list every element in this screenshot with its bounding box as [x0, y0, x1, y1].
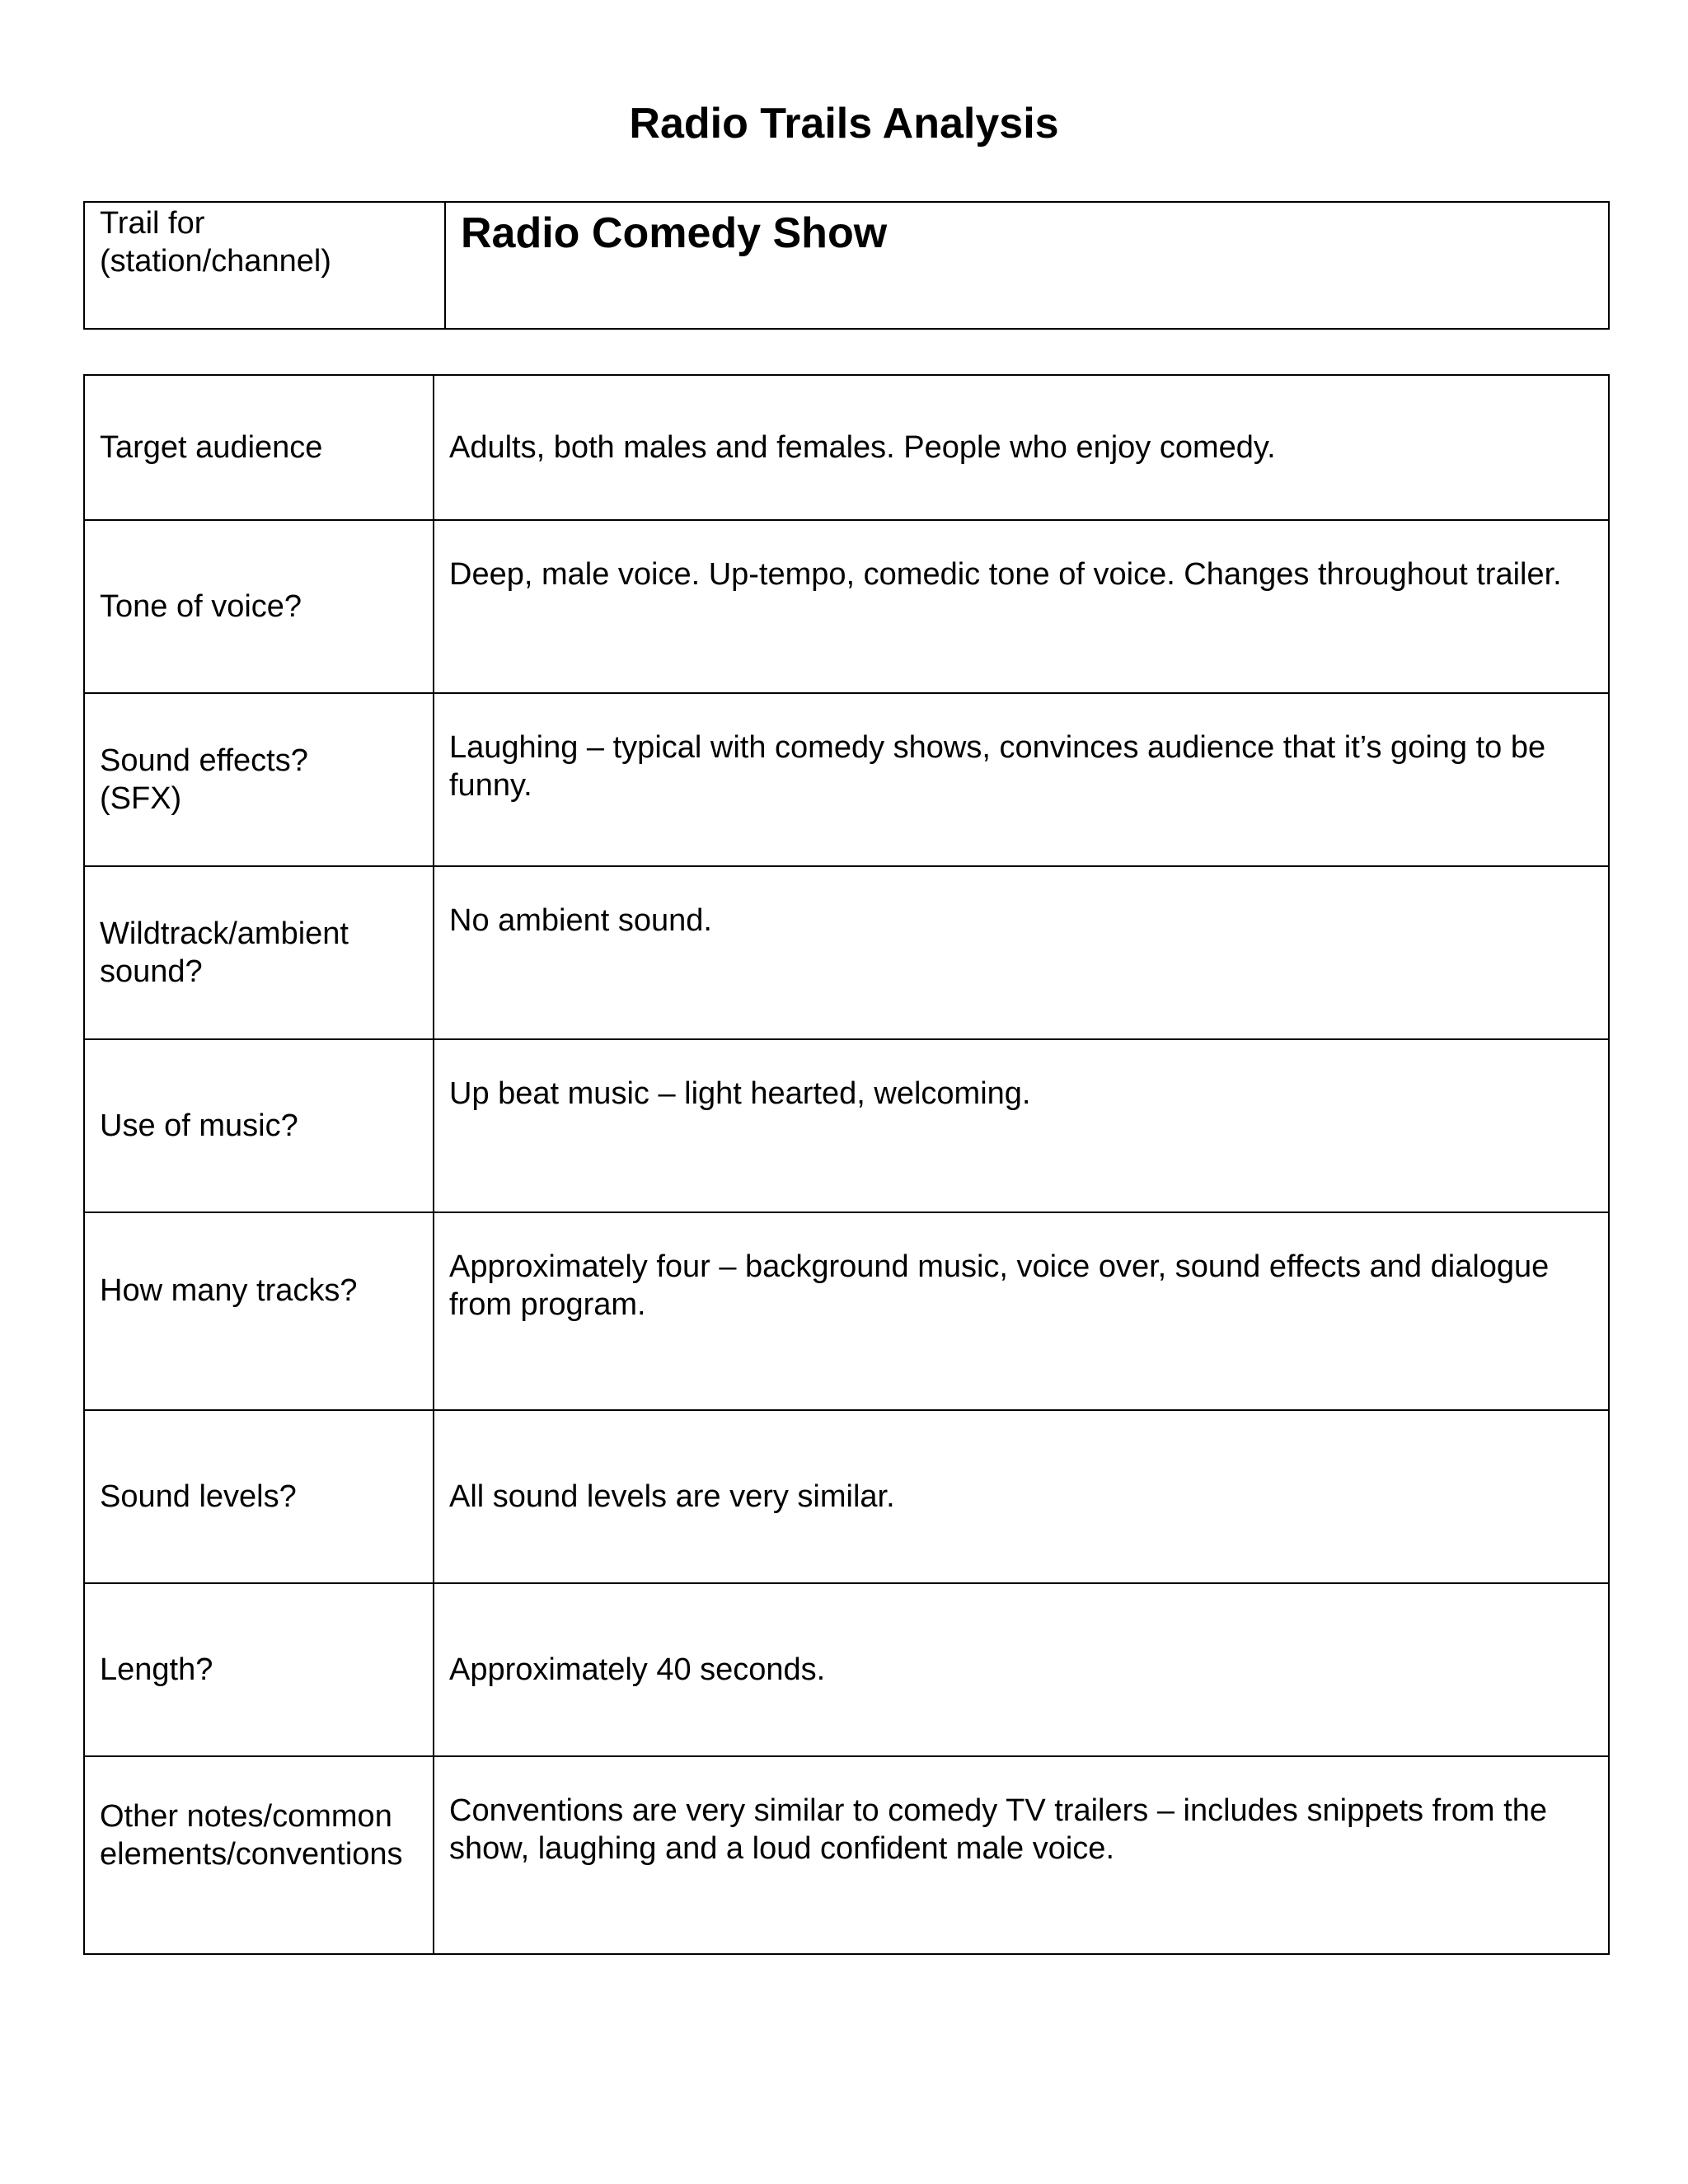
answer-cell: [434, 1212, 1609, 1410]
answer-cell: [434, 520, 1609, 693]
question-cell: [84, 1212, 434, 1410]
page-title: Radio Trails Analysis: [629, 100, 1059, 148]
trail-for-value: Radio Comedy Show: [445, 202, 1609, 329]
question-cell: [84, 866, 434, 1039]
question-cell: Target audience: [84, 375, 434, 520]
trail-header-row: [84, 202, 1609, 329]
table-row: [84, 866, 1609, 1039]
answer-cell: Adults, both males and females. People who enjoy comedy.: [434, 375, 1609, 520]
answer-cell: [434, 1039, 1609, 1212]
question-text: Other notes/common elements/conventions: [100, 1799, 403, 1872]
table-row: [84, 1583, 1609, 1756]
question-cell: Use of music?: [84, 1039, 434, 1212]
question-text: Sound effects? (SFX): [100, 743, 308, 816]
answer-text: Up beat music – light hearted, welcoming.: [449, 1076, 1031, 1111]
table-row: [84, 1039, 1609, 1212]
table-row: [84, 375, 1609, 520]
table-row: [84, 1212, 1609, 1410]
question-cell: Tone of voice?: [84, 520, 434, 693]
question-cell: Length?: [84, 1583, 434, 1756]
answer-text: Conventions are very similar to comedy TV trailers – includes snippets from the show, laughing and a loud confident male voice.: [449, 1793, 1547, 1866]
trail-for-label-text: Trail for (station/channel): [100, 206, 331, 279]
question-text: How many tracks?: [100, 1273, 358, 1308]
answer-text: Deep, male voice. Up-tempo, comedic tone of voice. Changes throughout trailer.: [449, 557, 1562, 592]
answer-cell: [434, 1756, 1609, 1954]
answer-text: Laughing – typical with comedy shows, convinces audience that it’s going to be funny.: [449, 730, 1546, 803]
table-row: [84, 1410, 1609, 1583]
table-row: [84, 1756, 1609, 1954]
question-cell: Sound levels?: [84, 1410, 434, 1583]
answer-cell: Approximately 40 seconds.: [434, 1583, 1609, 1756]
table-row: [84, 520, 1609, 693]
answer-text: Approximately four – background music, voice over, sound effects and dialogue from program.: [449, 1249, 1550, 1322]
question-cell: [84, 693, 434, 866]
analysis-table: [83, 374, 1610, 1955]
question-cell: [84, 1756, 434, 1954]
answer-cell: [434, 693, 1609, 866]
trail-for-label: [84, 202, 445, 329]
answer-cell: [434, 866, 1609, 1039]
answer-text: No ambient sound.: [449, 903, 712, 938]
question-text: Wildtrack/ambient sound?: [100, 916, 349, 989]
table-row: [84, 693, 1609, 866]
answer-cell: All sound levels are very similar.: [434, 1410, 1609, 1583]
trail-header-table: [83, 201, 1610, 330]
